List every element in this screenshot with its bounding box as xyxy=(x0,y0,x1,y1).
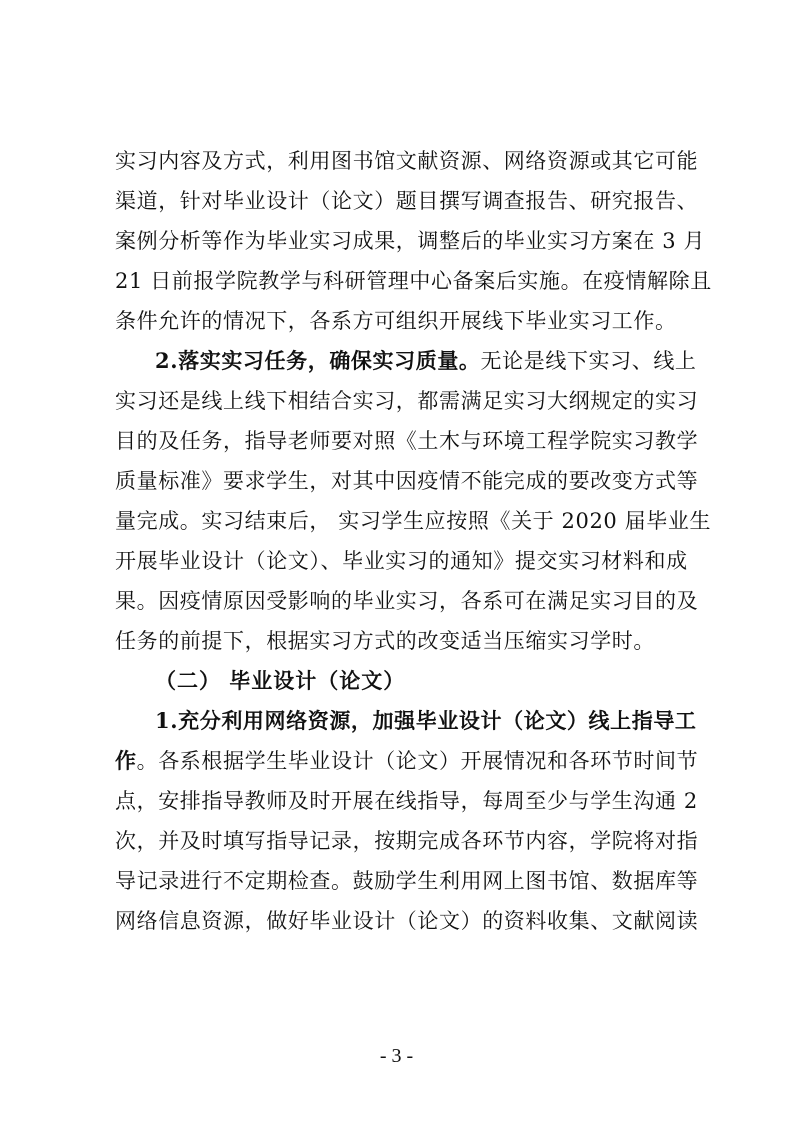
body-text-line: 实习还是线上线下相结合实习，都需满足实习大纲规定的实习 xyxy=(115,389,699,413)
body-text-line: 条件允许的情况下，各系方可组织开展线下毕业实习工作。 xyxy=(115,309,677,333)
body-text-line xyxy=(115,746,699,776)
body-text-line: 目的及任务，指导老师要对照《土木与环境工程学院实习教学 xyxy=(115,429,699,453)
body-text-line: 实习内容及方式，利用图书馆文献资源、网络资源或其它可能 xyxy=(115,149,699,173)
body-text-line: 点，安排指导教师及时开展在线指导，每周至少与学生沟通 2 xyxy=(115,789,698,813)
page-number: - 3 - xyxy=(379,1045,414,1067)
body-text-line: 任务的前提下，根据实习方式的改变适当压缩实习学时。 xyxy=(115,629,655,653)
body-text: 。各系根据学生毕业设计（论文）开展情况和各环节时间节 xyxy=(136,749,699,773)
body-text-line: 网络信息资源，做好毕业设计（论文）的资料收集、文献阅读 xyxy=(115,909,699,933)
body-text: 无论是线下实习、线上 xyxy=(480,349,697,373)
body-text-line: 量完成。实习结束后， 实习学生应按照《关于 2020 届毕业生 xyxy=(115,509,712,533)
body-text-line: 21 日前报学院教学与科研管理中心备案后实施。在疫情解除且 xyxy=(115,269,712,293)
section-heading: （二） 毕业设计（论文） xyxy=(155,668,406,693)
paragraph-first-line: 1.充分利用网络资源，加强毕业设计（论文）线上指导工 xyxy=(155,708,697,733)
body-text-line: 开展毕业设计（论文）、毕业实习的通知》提交实习材料和成 xyxy=(115,549,688,573)
bold-lead-text: 2.落实实习任务，确保实习质量。 xyxy=(155,348,481,373)
body-text-line: 渠道，针对毕业设计（论文）题目撰写调查报告、研究报告、 xyxy=(115,189,699,213)
body-text-line: 次，并及时填写指导记录，按期完成各环节内容，学院将对指 xyxy=(115,829,699,853)
body-text-line: 质量标准》要求学生，对其中因疫情不能完成的要改变方式等 xyxy=(115,469,699,493)
body-text-line: 果。因疫情原因受影响的毕业实习，各系可在满足实习目的及 xyxy=(115,589,699,613)
body-text-line: 导记录进行不定期检查。鼓励学生利用网上图书馆、数据库等 xyxy=(115,869,699,893)
paragraph-first-line xyxy=(155,346,697,376)
body-text-line: 案例分析等作为毕业实习成果，调整后的毕业实习方案在 3 月 xyxy=(115,229,706,253)
bold-lead-text: 作 xyxy=(115,748,137,773)
